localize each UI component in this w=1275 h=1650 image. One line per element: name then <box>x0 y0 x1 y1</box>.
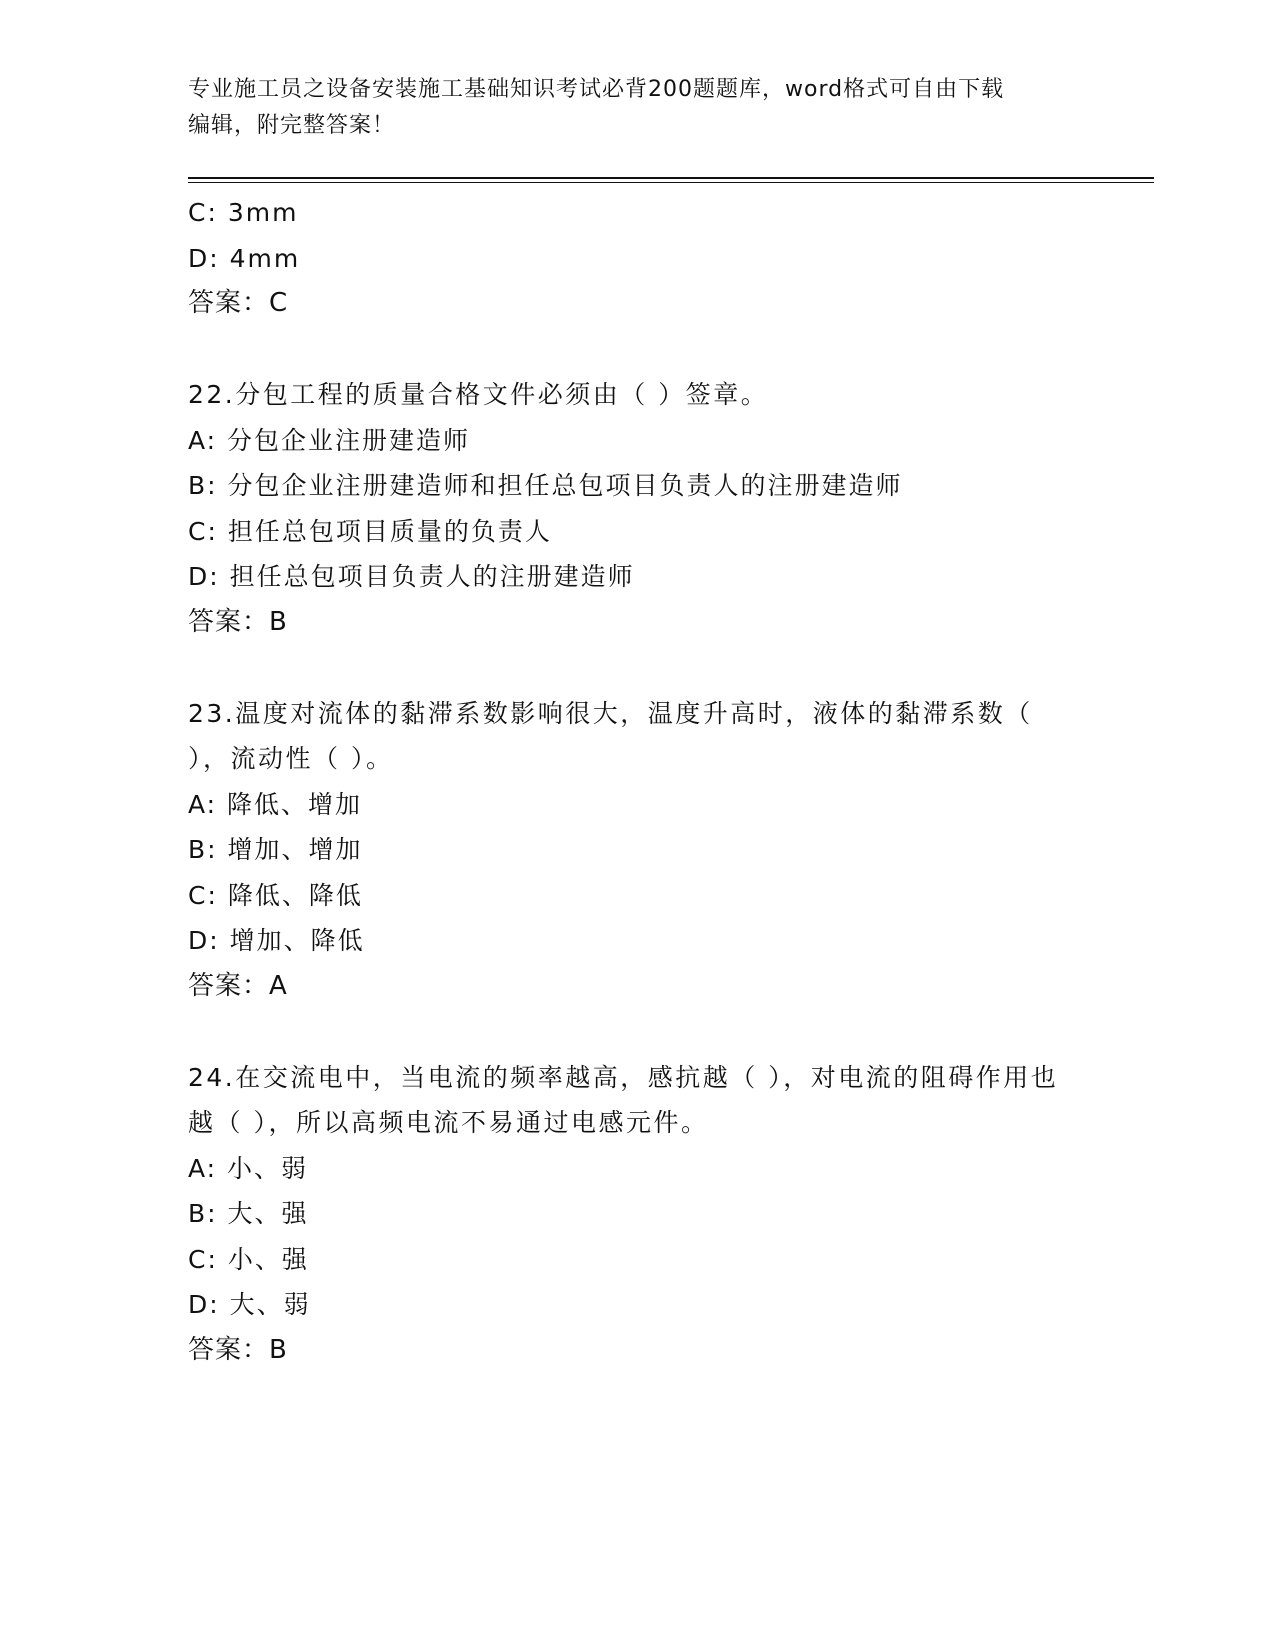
spacer <box>188 1009 1088 1055</box>
option-c: C: 3mm <box>188 198 299 227</box>
question-stem: 22.分包工程的质量合格文件必须由（ ）签章。 <box>188 380 769 409</box>
option-d: D: 4mm <box>188 243 301 273</box>
answer: 答案：B <box>188 606 288 637</box>
question-22 <box>188 372 1088 645</box>
option-b: B: 增加、增加 <box>188 835 363 864</box>
question-list <box>188 190 1088 1373</box>
option-a: A: 降低、增加 <box>188 789 363 819</box>
option-a: A: 小、弱 <box>188 1153 309 1183</box>
option-d: D: 担任总包项目负责人的注册建造师 <box>188 562 635 591</box>
question-24 <box>188 1055 1088 1374</box>
option-c: C: 降低、降低 <box>188 880 363 910</box>
question-23 <box>188 691 1088 1010</box>
header-divider-thin <box>188 182 1154 183</box>
question-stem: 24.在交流电中，当电流的频率越高，感抗越（ ），对电流的阻碍作用也越（ ），所以高频电流不易通过电感元件。 <box>188 1062 1059 1137</box>
option-d: D: 大、弱 <box>188 1290 311 1319</box>
answer: 答案：C <box>188 288 289 318</box>
option-c: C: 担任总包项目质量的负责人 <box>188 516 552 546</box>
option-c: C: 小、强 <box>188 1244 309 1274</box>
carryover-block <box>188 190 1088 327</box>
header-line-1: 专业施工员之设备安装施工基础知识考试必背200题题库，word格式可自由下载 <box>188 77 1005 102</box>
spacer <box>188 645 1088 691</box>
answer: 答案：A <box>188 970 288 1001</box>
answer: 答案：B <box>188 1334 288 1365</box>
header-line-2: 编辑，附完整答案！ <box>188 113 396 138</box>
header-divider-thick <box>188 177 1154 179</box>
page-header <box>188 72 1088 144</box>
question-stem: 23.温度对流体的黏滞系数影响很大，温度升高时，液体的黏滞系数（ ），流动性（ ）。 <box>188 698 1033 773</box>
spacer <box>188 327 1088 373</box>
option-d: D: 增加、降低 <box>188 926 365 955</box>
option-a: A: 分包企业注册建造师 <box>188 425 471 455</box>
option-b: B: 大、强 <box>188 1199 309 1228</box>
option-b: B: 分包企业注册建造师和担任总包项目负责人的注册建造师 <box>188 471 903 500</box>
